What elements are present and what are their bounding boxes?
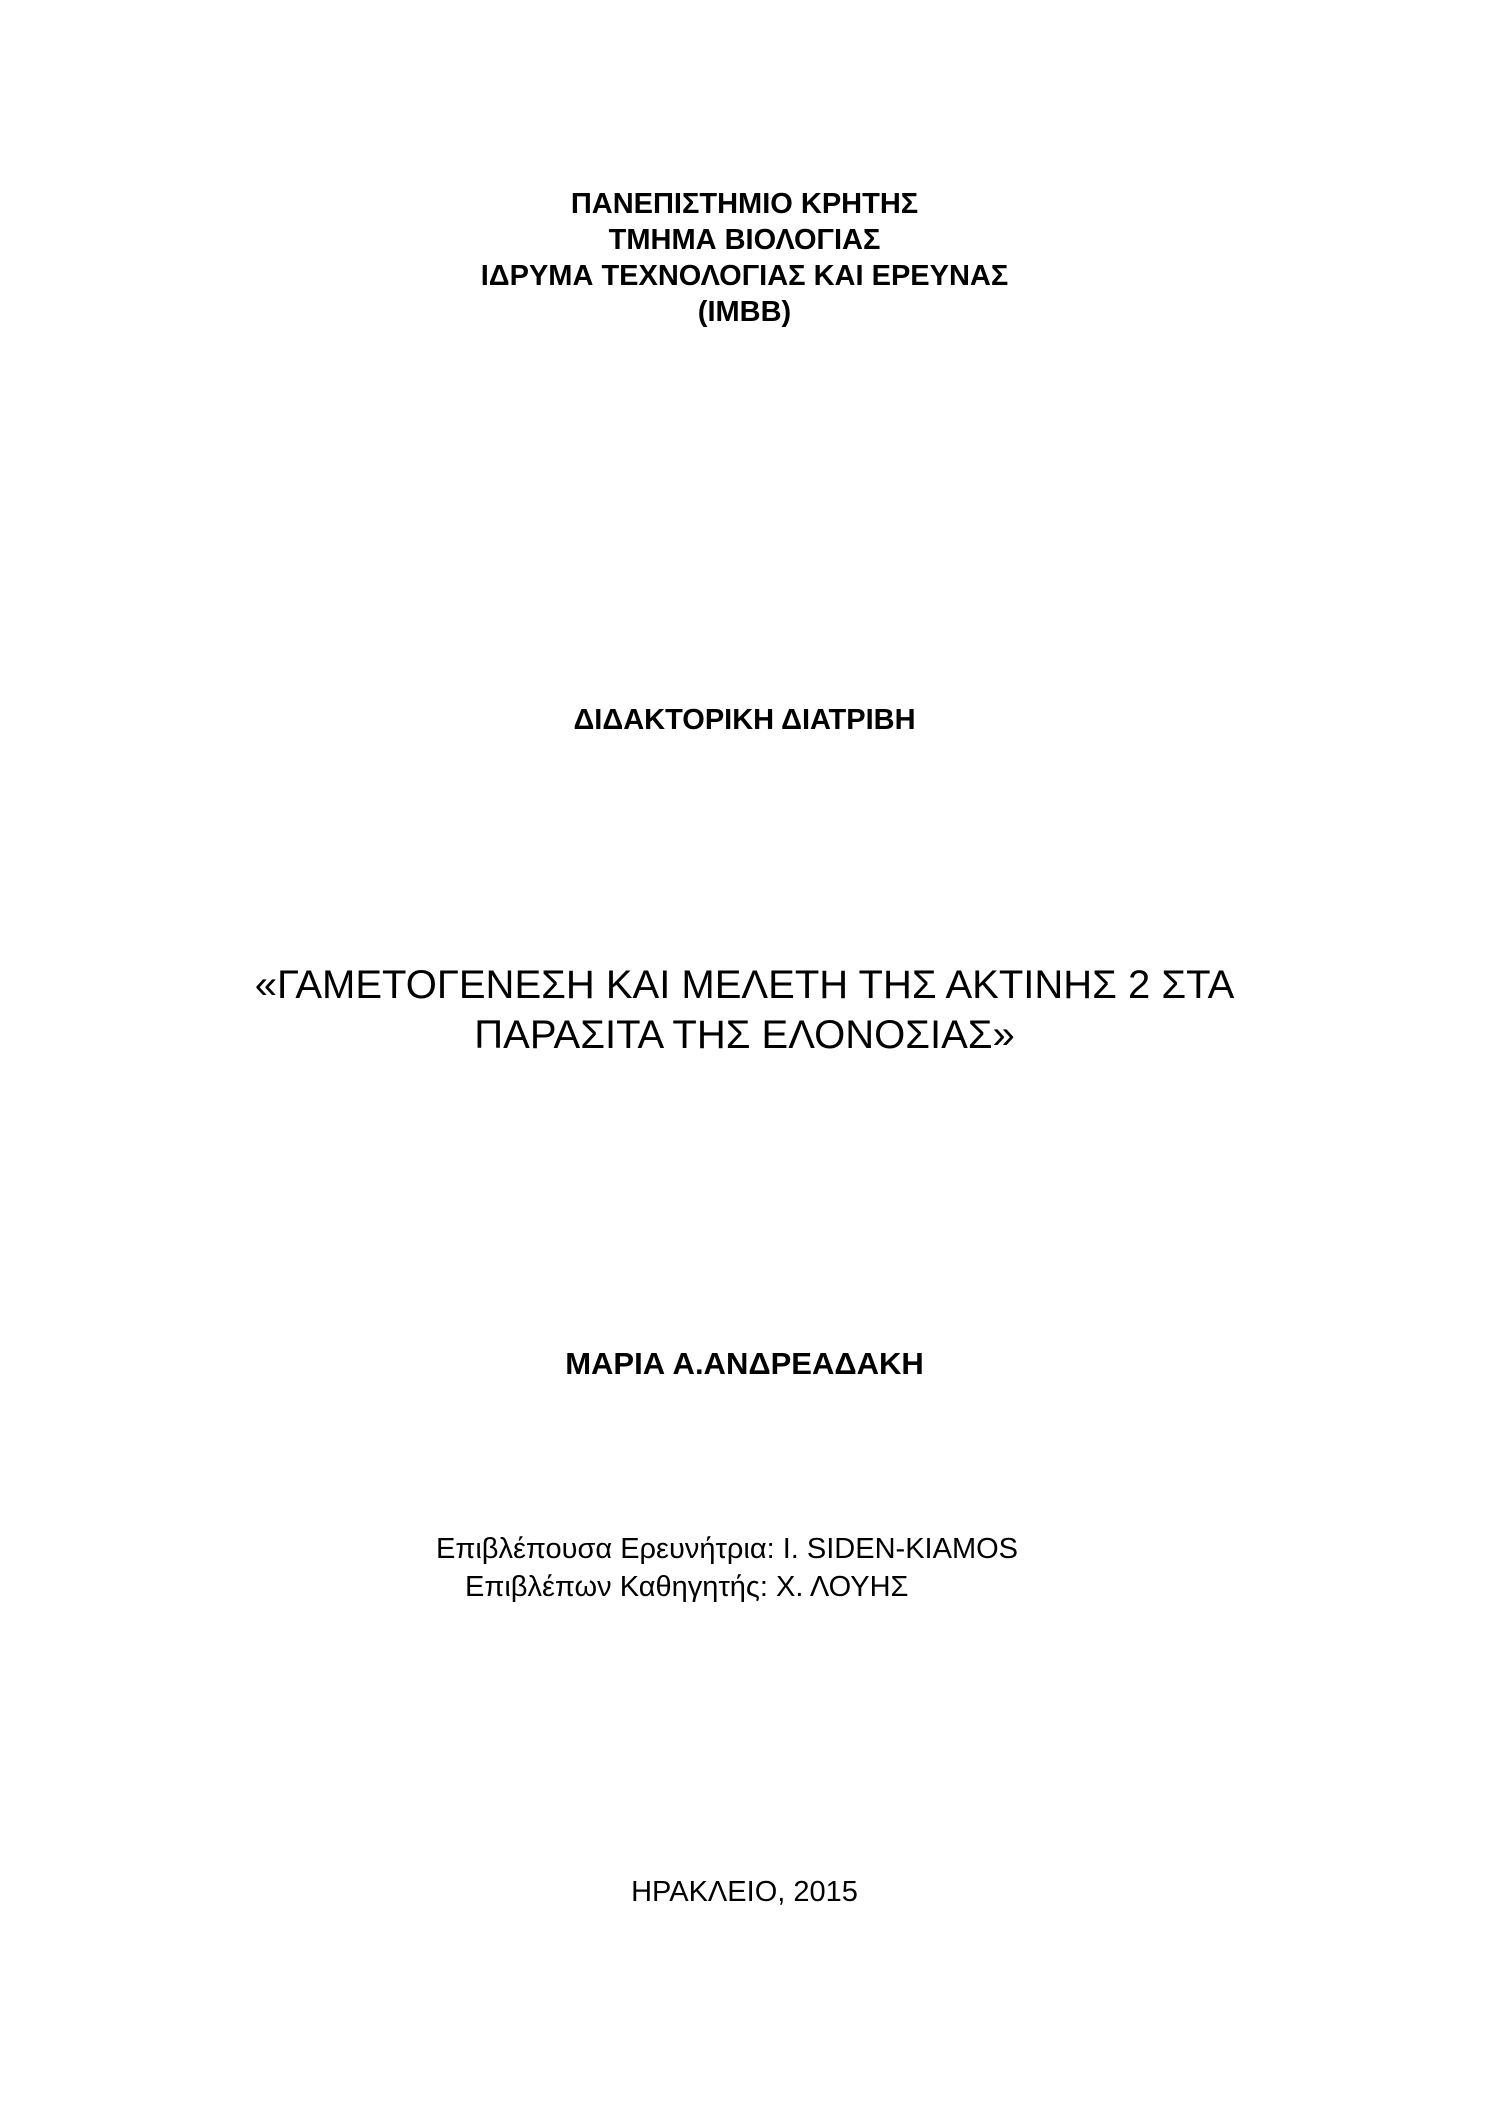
department-name: ΤΜΗΜΑ ΒΙΟΛΟΓΙΑΣ [608, 224, 881, 256]
author-name: ΜΑΡΙΑ Α.ΑΝΔΡΕΑΔΑΚΗ [565, 1346, 924, 1381]
institute-acronym: (IMBB) [697, 296, 792, 328]
place-and-year: ΗΡΑΚΛΕΙΟ, 2015 [631, 1876, 858, 1908]
thesis-title-line-2: ΠΑΡΑΣΙΤΑ ΤΗΣ ΕΛΟΝΟΣΙΑΣ» [474, 1013, 1015, 1057]
institution-header [0, 186, 1489, 330]
document-type: ΔΙΔΑΚΤΟΡΙΚΗ ΔΙΑΤΡΙΒΗ [573, 704, 916, 736]
foundation-name: ΙΔΡΥΜΑ ΤΕΧΝΟΛΟΓΙΑΣ ΚΑΙ ΕΡΕΥΝΑΣ [480, 260, 1009, 292]
supervising-researcher: Επιβλέπουσα Ερευνήτρια: I. SIDEN-KIAMOS [436, 1533, 1018, 1565]
thesis-title-line-1: «ΓΑΜΕΤΟΓΕΝΕΣΗ ΚΑΙ ΜΕΛΕΤΗ ΤΗΣ ΑΚΤΙΝΗΣ 2 ΣΤΑ [254, 963, 1235, 1007]
university-name: ΠΑΝΕΠΙΣΤΗΜΙΟ ΚΡΗΤΗΣ [570, 188, 919, 220]
supervising-professor: Επιβλέπων Καθηγητής: Χ. ΛΟΥΗΣ [465, 1571, 909, 1603]
thesis-title [0, 960, 1489, 1060]
